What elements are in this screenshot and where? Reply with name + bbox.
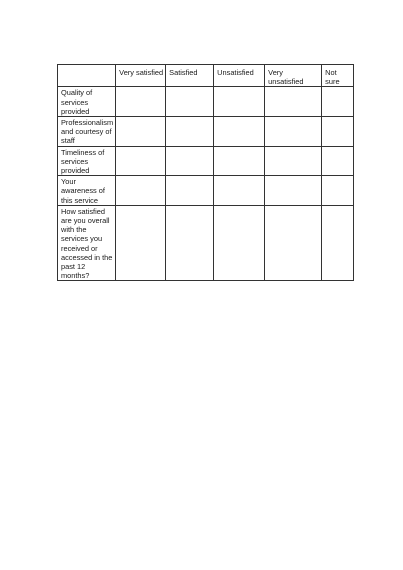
response-cell (322, 87, 354, 117)
response-cell (214, 117, 265, 147)
response-cell (166, 87, 214, 117)
table-row (58, 146, 354, 176)
table-row (58, 87, 354, 117)
response-cell (116, 146, 166, 176)
response-cell (166, 146, 214, 176)
response-cell (322, 176, 354, 206)
header-very-satisfied: Very satisfied (116, 65, 166, 87)
response-cell (166, 117, 214, 147)
table-row (58, 117, 354, 147)
header-satisfied: Satisfied (166, 65, 214, 87)
response-cell (265, 176, 322, 206)
response-cell (265, 117, 322, 147)
row-label-professionalism: Professionalism and courtesy of staff (58, 117, 116, 147)
header-very-unsatisfied: Very unsatisfied (265, 65, 322, 87)
response-cell (116, 176, 166, 206)
response-cell (214, 146, 265, 176)
response-cell (214, 176, 265, 206)
response-cell (116, 117, 166, 147)
header-row (58, 65, 354, 87)
row-label-timeliness: Timeliness of services provided (58, 146, 116, 176)
response-cell (322, 117, 354, 147)
response-cell (116, 87, 166, 117)
response-cell (214, 205, 265, 281)
row-label-awareness: Your awareness of this service (58, 176, 116, 206)
response-cell (166, 176, 214, 206)
satisfaction-survey-table (57, 64, 354, 281)
response-cell (166, 205, 214, 281)
response-cell (214, 87, 265, 117)
response-cell (116, 205, 166, 281)
response-cell (322, 146, 354, 176)
response-cell (322, 205, 354, 281)
header-cell-blank (58, 65, 116, 87)
row-label-overall-satisfaction: How satisfied are you overall with the services you received or accessed in the past 12 months? (58, 205, 116, 281)
response-cell (265, 146, 322, 176)
table-row (58, 205, 354, 281)
response-cell (265, 205, 322, 281)
table-row (58, 176, 354, 206)
response-cell (265, 87, 322, 117)
row-label-quality: Quality of services provided (58, 87, 116, 117)
header-unsatisfied: Unsatisfied (214, 65, 265, 87)
header-not-sure: Not sure (322, 65, 354, 87)
